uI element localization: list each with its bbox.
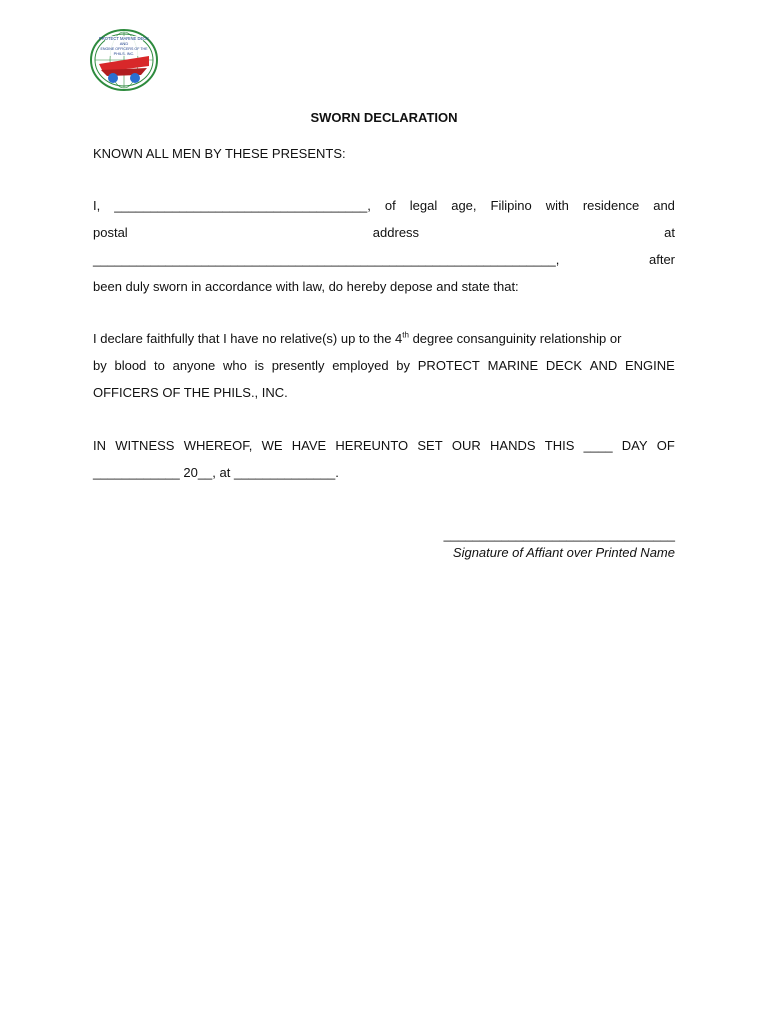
- word: blood: [114, 358, 147, 373]
- word: after: [648, 252, 675, 267]
- logo-text-line3: ENGINE OFFICERS OF THE: [100, 47, 148, 51]
- word: is: [254, 358, 264, 373]
- signature-line: ________________________________: [443, 527, 675, 542]
- word: Filipino: [490, 198, 532, 213]
- word: SET: [417, 438, 443, 453]
- logo-text-line4: PHILS. INC.: [113, 52, 135, 56]
- opening-line: KNOWN ALL MEN BY THESE PRESENTS:: [93, 146, 346, 161]
- word: IN: [93, 438, 106, 453]
- word: employed: [332, 358, 389, 373]
- word: and: [653, 198, 675, 213]
- word: WHEREOF,: [183, 438, 253, 453]
- word: by: [93, 358, 107, 373]
- word: OF: [656, 438, 675, 453]
- word: of: [384, 198, 396, 213]
- word: to: [154, 358, 165, 373]
- word: presently: [271, 358, 325, 373]
- word: legal: [409, 198, 438, 213]
- word: OUR: [451, 438, 481, 453]
- word: HANDS: [490, 438, 536, 453]
- word: DECK: [545, 358, 583, 373]
- text: I declare faithfully that I have no relative(s) up to the 4: [93, 331, 403, 346]
- logo-text-line2: AND: [119, 41, 129, 46]
- address-blank: ________________________________________________________________,: [93, 252, 560, 267]
- day-blank: ____: [583, 438, 613, 453]
- word: by: [396, 358, 411, 373]
- word: I,: [93, 198, 101, 213]
- word: who: [222, 358, 247, 373]
- text: degree consanguinity relationship or: [408, 331, 622, 346]
- word: anyone: [172, 358, 216, 373]
- declaration-line1: [93, 331, 675, 347]
- paragraph1-line3: [93, 252, 675, 268]
- document-title: SWORN DECLARATION: [310, 110, 458, 125]
- witness-line2: ____________ 20__, at ______________.: [93, 465, 339, 480]
- paragraph1-line4: been duly sworn in accordance with law, do hereby depose and state that:: [93, 279, 519, 294]
- word: HEREUNTO: [335, 438, 409, 453]
- declaration-line3: OFFICERS OF THE PHILS., INC.: [93, 385, 288, 400]
- word: DAY: [621, 438, 648, 453]
- word: with: [545, 198, 569, 213]
- word: postal: [93, 225, 128, 240]
- paragraph1-line2: [93, 225, 675, 241]
- logo-text-line1: PROTECT MARINE DECK: [98, 36, 150, 41]
- word: THIS: [544, 438, 575, 453]
- witness-line1: [93, 438, 675, 454]
- word: WITNESS: [115, 438, 175, 453]
- word: AND: [589, 358, 618, 373]
- superscript: th: [402, 330, 409, 340]
- word: HAVE: [291, 438, 327, 453]
- word: ENGINE: [624, 358, 675, 373]
- word: MARINE: [487, 358, 539, 373]
- word: WE: [261, 438, 283, 453]
- word: at: [664, 225, 675, 240]
- organization-logo: [89, 28, 159, 92]
- name-blank: ___________________________________,: [114, 198, 371, 213]
- word: age,: [451, 198, 477, 213]
- paragraph1-line1: [93, 198, 675, 214]
- declaration-line2: [93, 358, 675, 374]
- word: residence: [582, 198, 640, 213]
- word: PROTECT: [417, 358, 480, 373]
- word: address: [372, 225, 420, 240]
- signature-caption: Signature of Affiant over Printed Name: [452, 545, 675, 560]
